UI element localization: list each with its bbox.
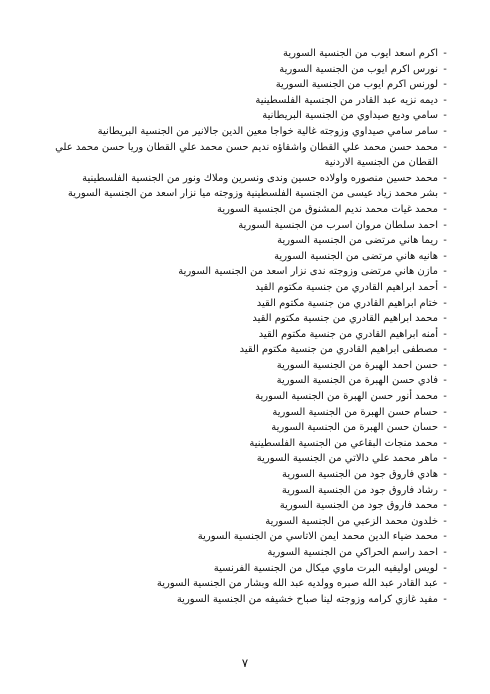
list-item — [40, 420, 452, 436]
names-list — [40, 46, 452, 607]
bullet: - — [443, 297, 447, 309]
bullet: - — [443, 375, 447, 387]
entry-text: حسن احمد الهبرة من الجنسية السورية — [276, 359, 438, 371]
entry-text: محمد ابراهيم القادري من جنسية مكتوم القيد — [252, 313, 438, 325]
list-item — [40, 186, 452, 202]
list-item — [40, 405, 452, 421]
list-item — [40, 576, 452, 592]
entry-text: لويس اوليفيه البرت ماوي ميكال من الجنسية الفرنسية — [213, 562, 438, 574]
list-item — [40, 202, 452, 218]
entry-text: احمد راسم الحراكي من الجنسية السورية — [267, 547, 438, 558]
list-item — [40, 264, 452, 280]
entry-text: رشاد فاروق جود من الجنسية السورية — [281, 484, 438, 496]
entry-text: عبد القادر عبد الله صبره وولديه عبد الله وبشار من الجنسية السورية — [156, 578, 438, 590]
list-item — [40, 436, 452, 452]
entry-text: محمد منجات البقاعي من الجنسية الفلسطينية — [249, 437, 438, 449]
bullet: - — [443, 313, 447, 325]
bullet: - — [443, 63, 447, 75]
bullet: - — [443, 578, 447, 590]
list-item — [40, 373, 452, 389]
entry-text: ديمه نزيه عبد القادر من الجنسية الفلسطينية — [255, 94, 438, 106]
bullet: - — [443, 422, 447, 434]
bullet: - — [443, 188, 447, 200]
page-number: ٧ — [241, 656, 249, 670]
list-item — [40, 233, 452, 249]
bullet: - — [443, 406, 447, 418]
bullet: - — [443, 500, 447, 512]
list-item — [40, 389, 452, 405]
list-item — [40, 108, 452, 124]
entry-text: محمد غيات محمد نديم المشنوق من الجنسية السورية — [216, 203, 438, 215]
list-item — [40, 311, 452, 327]
entry-text: بشر محمد زياد عيسى من الجنسية الفلسطينية وزوجته ميا نزار اسعد من الجنسية السورية — [67, 188, 438, 200]
bullet: - — [443, 79, 447, 91]
entry-text: لورنس اكرم ايوب من الجنسية السورية — [275, 79, 438, 91]
list-item — [40, 171, 452, 187]
list-item — [40, 592, 452, 608]
entry-text: ماهر محمد علي دالاتي من الجنسية السورية — [256, 453, 438, 465]
bullet: - — [443, 281, 447, 293]
bullet: - — [443, 94, 447, 106]
bullet: - — [443, 359, 447, 371]
bullet: - — [443, 484, 447, 496]
bullet: - — [443, 593, 447, 605]
entry-text: محمد فاروق جود من الجنسية السورية — [279, 500, 438, 512]
bullet: - — [443, 125, 447, 137]
bullet: - — [443, 235, 447, 247]
entry-text: محمد أنور حسن الهبرة من الجنسية السورية — [255, 391, 438, 403]
list-item — [40, 249, 452, 265]
list-item — [40, 483, 452, 499]
bullet: - — [443, 547, 447, 558]
entry-text: اكرم اسعد ايوب من الجنسية السورية — [283, 48, 438, 59]
entry-text: حسام حسن الهبرة من الجنسية السورية — [272, 406, 438, 418]
entry-text: محمد حسن محمد علي القطان واشقاؤه نديم حسن محمد علي القطان وريا حسن محمد علي القطان من الجنسية الاردنية — [55, 141, 438, 169]
entry-text: هانيه هاني مرتضى من الجنسية السورية — [274, 250, 438, 262]
entry-text: مازن هاني مرتضى وزوجته ندى نزار اسعد من الجنسية السورية — [178, 266, 438, 278]
entry-text: خلدون محمد الزعبي من الجنسية السورية — [265, 515, 438, 527]
bullet: - — [443, 437, 447, 449]
bullet: - — [443, 203, 447, 215]
list-item — [40, 342, 452, 358]
list-item — [40, 561, 452, 577]
list-item — [40, 358, 452, 374]
entry-text: احمد سلطان مروان اسرب من الجنسية السورية — [238, 219, 438, 231]
entry-text: سامر سامي صيداوي وزوجته غالية خواجا معين الدين جالانير من الجنسية البريطانية — [97, 125, 438, 137]
bullet: - — [443, 219, 447, 231]
bullet: - — [443, 531, 447, 543]
bullet: - — [443, 344, 447, 356]
entry-text: هادي فاروق جود من الجنسية السورية — [282, 469, 438, 481]
bullet: - — [443, 515, 447, 527]
bullet: - — [443, 328, 447, 340]
list-item — [40, 280, 452, 296]
bullet: - — [443, 562, 447, 574]
entry-text: مفيد غازي كرامه وزوجته لينا صباح خشيفه من الجنسية السورية — [176, 593, 438, 605]
list-item — [40, 498, 452, 514]
entry-text: أحمد ابراهيم القادري من جنسية مكتوم القيد — [255, 281, 438, 293]
list-item — [40, 529, 452, 545]
list-item — [40, 545, 452, 561]
entry-text: محمد ضياء الدين محمد ايمن الاتاسي من الجنسية السورية — [197, 531, 438, 543]
list-item — [40, 514, 452, 530]
entry-text: محمد حسين منصوره واولاده حسين وندى ونسرين وملاك ونور من الجنسية الفلسطينية — [82, 172, 438, 184]
list-item — [40, 327, 452, 343]
bullet: - — [443, 141, 447, 153]
entry-text: حسان حسن الهبرة من الجنسية السورية — [271, 422, 438, 434]
list-item — [40, 451, 452, 467]
entry-text: فادي حسن الهبرة من الجنسية السورية — [276, 375, 438, 387]
bullet: - — [443, 110, 447, 122]
list-item — [40, 62, 452, 78]
entry-text: أمنه ابراهيم القادري من جنسية مكتوم القيد — [258, 328, 438, 340]
bullet: - — [443, 391, 447, 403]
list-item — [40, 93, 452, 109]
list-item — [40, 218, 452, 234]
bullet: - — [443, 250, 447, 262]
list-item — [40, 46, 452, 62]
entry-text: ختام ابراهيم القادري من جنسية مكتوم القيد — [256, 297, 438, 309]
list-item — [40, 124, 452, 140]
bullet: - — [443, 453, 447, 465]
entry-text: سامي وديع صيداوي من الجنسية البريطانية — [262, 110, 438, 122]
list-item — [40, 467, 452, 483]
entry-text: ريما هاني مرتضى من الجنسية السورية — [277, 235, 438, 247]
bullet: - — [443, 172, 447, 184]
list-item — [40, 140, 452, 171]
bullet: - — [443, 266, 447, 278]
list-item — [40, 296, 452, 312]
list-item — [40, 77, 452, 93]
bullet: - — [443, 469, 447, 481]
entry-text: نورس اكرم ايوب من الجنسية السورية — [279, 63, 438, 75]
bullet: - — [443, 48, 447, 59]
entry-text: مصطفى ابراهيم القادري من جنسية مكتوم القيد — [239, 344, 438, 356]
